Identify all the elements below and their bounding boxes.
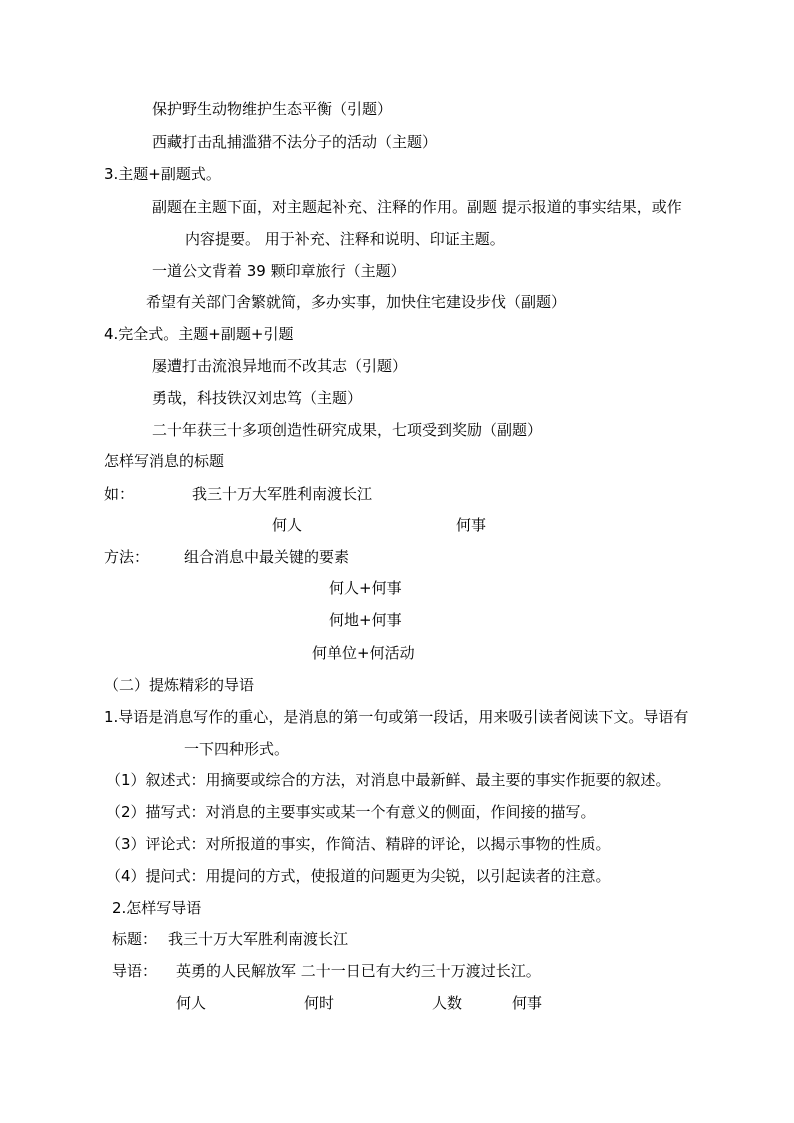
section-heading: （二）提炼精彩的导语 — [104, 676, 255, 694]
element-label-when: 何时 — [304, 994, 335, 1012]
list-item: （2）描写式：对消息的主要事实或某一个有意义的侧面，作间接的描写。 — [106, 803, 596, 821]
section-heading: 2.怎样写导语 — [112, 899, 202, 917]
element-label-who: 何人 — [176, 994, 207, 1012]
example-label: 如： — [104, 485, 135, 503]
example-main-title: 一道公文背着 39 颗印章旅行（主题） — [152, 262, 406, 280]
example-sub-title: 希望有关部门舍繁就简，多办实事，加快住宅建设步伐（副题） — [146, 293, 567, 311]
element-label-who: 何人 — [272, 516, 303, 534]
list-item: （1）叙述式：用摘要或综合的方法，对消息中最新鲜、最主要的事实作扼要的叙述。 — [106, 771, 671, 789]
example-headline: 我三十万大军胜利南渡长江 — [168, 930, 349, 948]
example-main-title: 西藏打击乱捕滥猎不法分子的活动（主题） — [152, 133, 438, 151]
paragraph-continued: 内容提要。 用于补充、注释和说明、印证主题。 — [185, 230, 505, 248]
section-heading: 3.主题+副题式。 — [104, 165, 221, 183]
element-label-count: 人数 — [432, 994, 463, 1012]
example-lead-title: 保护野生动物维护生态平衡（引题） — [152, 100, 393, 118]
example-label: 标题： — [112, 930, 158, 948]
list-item: （4）提问式：用提问的方式，使报道的问题更为尖锐，以引起读者的注意。 — [106, 867, 611, 885]
example-lead: 英勇的人民解放军 二十一日已有大约三十万渡过长江。 — [176, 962, 541, 980]
method-label: 方法： — [104, 548, 150, 566]
paragraph: 1.导语是消息写作的重心，是消息的第一句或第一段话，用来吸引读者阅读下文。导语有 — [104, 708, 689, 726]
example-sub-title: 二十年获三十多项创造性研究成果，七项受到奖励（副题） — [152, 421, 543, 439]
example-headline: 我三十万大军胜利南渡长江 — [192, 485, 373, 503]
example-lead-title: 屡遭打击流浪异地而不改其志（引题） — [152, 357, 408, 375]
example-label: 导语： — [112, 962, 158, 980]
combo-item: 何地+何事 — [329, 611, 402, 629]
section-heading: 怎样写消息的标题 — [104, 452, 225, 470]
list-item: （3）评论式：对所报道的事实，作简洁、精辟的评论，以揭示事物的性质。 — [106, 835, 611, 853]
example-main-title: 勇哉，科技铁汉刘忠笃（主题） — [152, 389, 363, 407]
element-label-what: 何事 — [456, 516, 487, 534]
element-label-what: 何事 — [512, 994, 543, 1012]
section-heading: 4.完全式。主题+副题+引题 — [104, 325, 294, 343]
paragraph-continued: 一下四种形式。 — [184, 740, 290, 758]
combo-item: 何人+何事 — [329, 579, 402, 597]
paragraph: 副题在主题下面，对主题起补充、注释的作用。副题 提示报道的事实结果，或作 — [152, 198, 682, 216]
combo-item: 何单位+何活动 — [312, 644, 415, 662]
method-text: 组合消息中最关键的要素 — [184, 548, 350, 566]
